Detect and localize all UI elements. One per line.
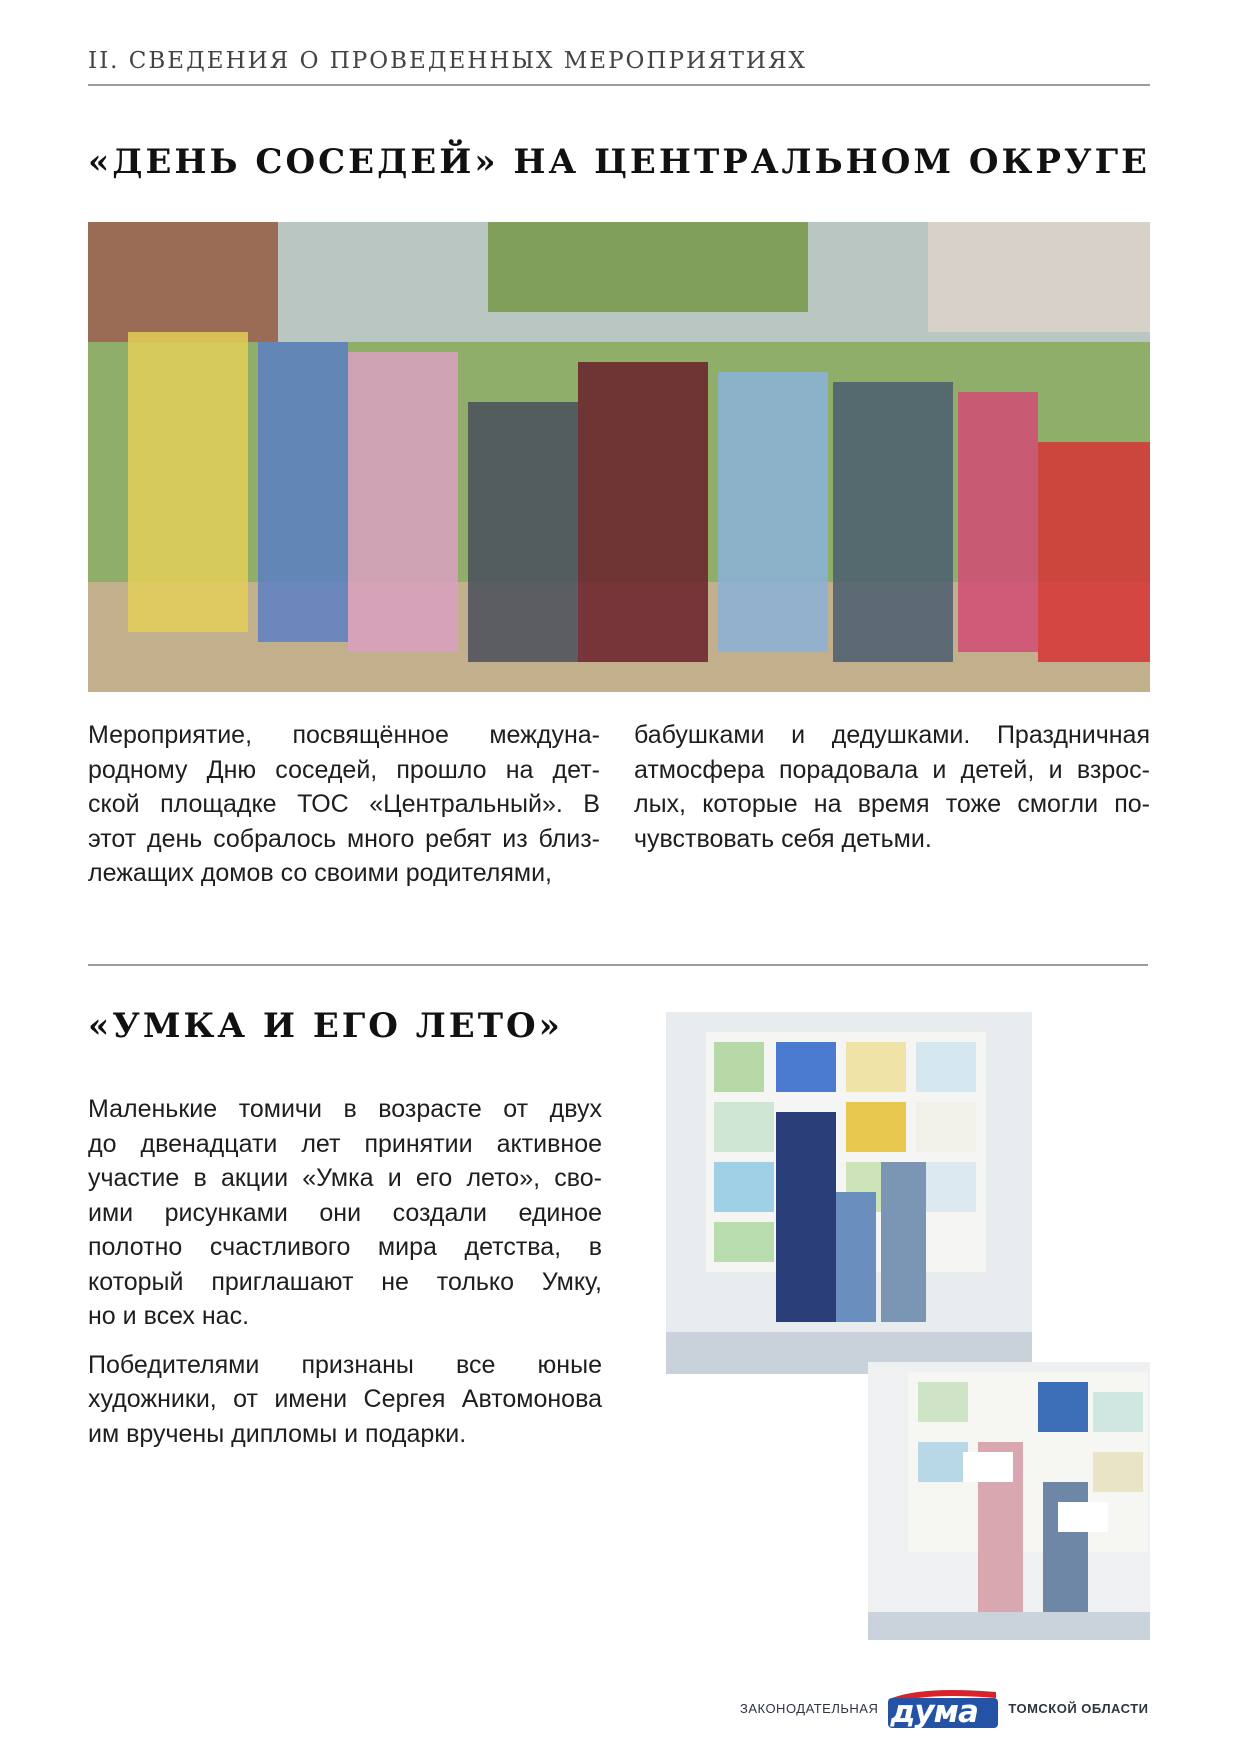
section-header: II. СВЕДЕНИЯ О ПРОВЕДЕННЫХ МЕРОПРИЯТИЯХ [88,48,807,74]
text-line: атмосфера порадовала и детей, и взрос- [634,755,1150,784]
text-line: Победителями признаны все юные [88,1350,602,1379]
footer-right-text: ТОМСКОЙ ОБЛАСТИ [1008,1700,1149,1716]
text-line: им вручены дипломы и подарки. [88,1419,467,1448]
text-line: полотно счастливого мира детства, в [88,1233,602,1261]
article1-title: «ДЕНЬ СОСЕДЕЙ» НА ЦЕНТРАЛЬНОМ ОКРУГЕ [88,142,1150,182]
text-line: этот день собралось много ребят из близ- [88,824,600,853]
header-divider [88,84,1150,86]
text-line: бабушками и дедушками. Праздничная [634,721,1150,749]
footer-logo [740,1686,1160,1730]
text-line: Маленькие томичи в возрасте от двух [88,1095,602,1123]
text-line: участие в акции «Умка и его лето», сво- [88,1164,602,1192]
article1-text-col1 [88,718,600,891]
logo-word: дума [890,1694,978,1730]
duma-logo-icon [884,1686,1002,1730]
text-line: но и всех нас. [88,1302,250,1330]
article2-text [88,1092,602,1465]
text-line: родному Дню соседей, прошло на дет- [88,755,600,784]
group-photo [88,222,1150,692]
paragraph [88,1348,602,1452]
drawings-photo-2 [868,1362,1150,1640]
drawings-photo-1-image [666,1012,1032,1374]
text-line: ими рисунками они создали единое [88,1198,602,1227]
article2-title: «УМКА И ЕГО ЛЕТО» [88,1006,563,1046]
group-photo-image [88,222,1150,692]
article1-text-col2 [634,718,1150,856]
text-line: лых, которые на время тоже смогли по- [634,790,1150,818]
text-line: лежащих домов со своими родителями, [88,859,553,887]
paragraph [88,1092,602,1334]
text-line: чувствовать себя детьми. [634,824,932,853]
text-line: до двенадцати лет принятии активное [88,1129,602,1158]
text-line: художники, от имени Сергея Автомонова [88,1385,602,1413]
drawings-photo-1 [666,1012,1032,1374]
text-line: Мероприятие, посвящённое междуна- [88,721,600,749]
footer-left-text: ЗАКОНОДАТЕЛЬНАЯ [740,1700,879,1716]
text-line: который приглашают не только Умку, [88,1267,602,1296]
text-line: ской площадке ТОС «Центральный». В [88,790,600,818]
drawings-photo-2-image [868,1362,1150,1640]
section-divider [88,964,1148,966]
